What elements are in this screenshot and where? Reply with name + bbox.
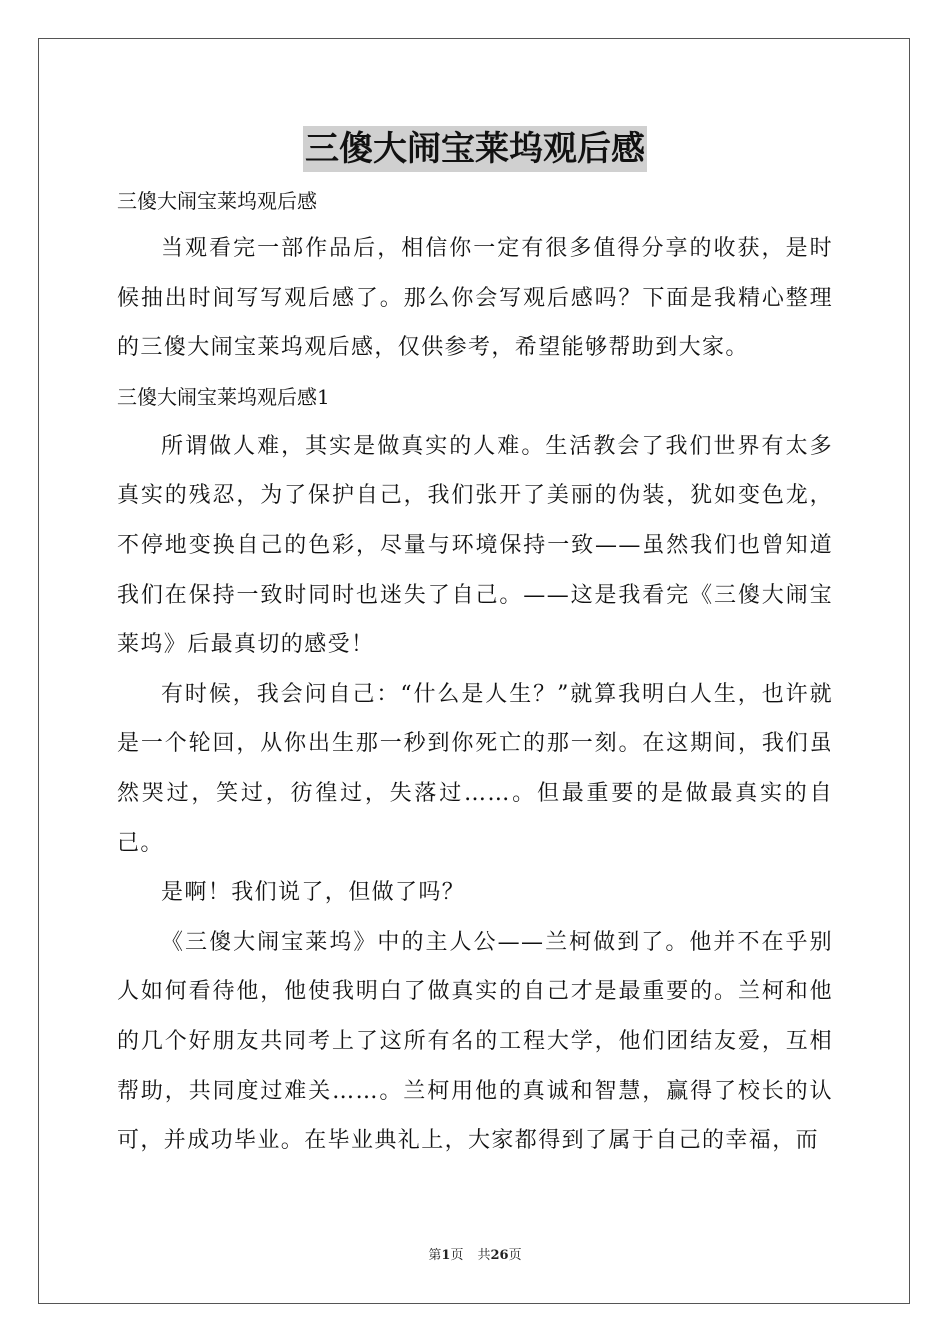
section-heading: 三傻大闹宝莱坞观后感1 (117, 384, 330, 409)
title-container (0, 126, 950, 172)
paragraph-4: 《三傻大闹宝莱坞》中的主人公——兰柯做到了。他并不在乎别人如何看待他，他使我明白了做真实的自己才是最重要的。兰柯和他的几个好朋友共同考上了这所有名的工程大学，他们团结友爱，互相帮助，共同度过难关……。兰柯用他的真诚和智慧，赢得了校长的认可，并成功毕业。在毕业典礼上，大家都得到了属于自己的幸福，而 (117, 929, 833, 1154)
footer-total-pages: 26 (490, 1248, 509, 1263)
footer-page-suffix: 页 (450, 1248, 464, 1263)
footer-total-suffix: 页 (508, 1248, 522, 1263)
document-title: 三傻大闹宝莱坞观后感 (303, 126, 647, 172)
paragraph-2: 有时候，我会问自己：“什么是人生？”就算我明白人生，也许就是一个轮回，从你出生那一秒到你死亡的那一刻。在这期间，我们虽然哭过，笑过，彷徨过，失落过……。但最重要的是做最真实的自己。 (117, 681, 833, 856)
footer-page-prefix: 第 (428, 1248, 442, 1263)
document-subtitle: 三傻大闹宝莱坞观后感 (117, 189, 317, 213)
paragraph-1: 所谓做人难，其实是做真实的人难。生活教会了我们世界有太多真实的残忍，为了保护自己，我们张开了美丽的伪装，犹如变色龙，不停地变换自己的色彩，尽量与环境保持一致——虽然我们也曾知道我们在保持一致时同时也迷失了自己。——这是我看完《三傻大闹宝莱坞》后最真切的感受！ (117, 433, 833, 658)
page-footer (0, 1246, 950, 1266)
document-body (117, 178, 833, 1166)
paragraph-3: 是啊！我们说了，但做了吗？ (161, 880, 466, 906)
footer-total-prefix: 共 (477, 1248, 491, 1263)
intro-paragraph: 当观看完一部作品后，相信你一定有很多值得分享的收获，是时候抽出时间写写观后感了。那么你会写观后感吗？下面是我精心整理的三傻大闹宝莱坞观后感，仅供参考，希望能够帮助到大家。 (117, 236, 833, 361)
footer-page-number: 1 (441, 1248, 451, 1263)
